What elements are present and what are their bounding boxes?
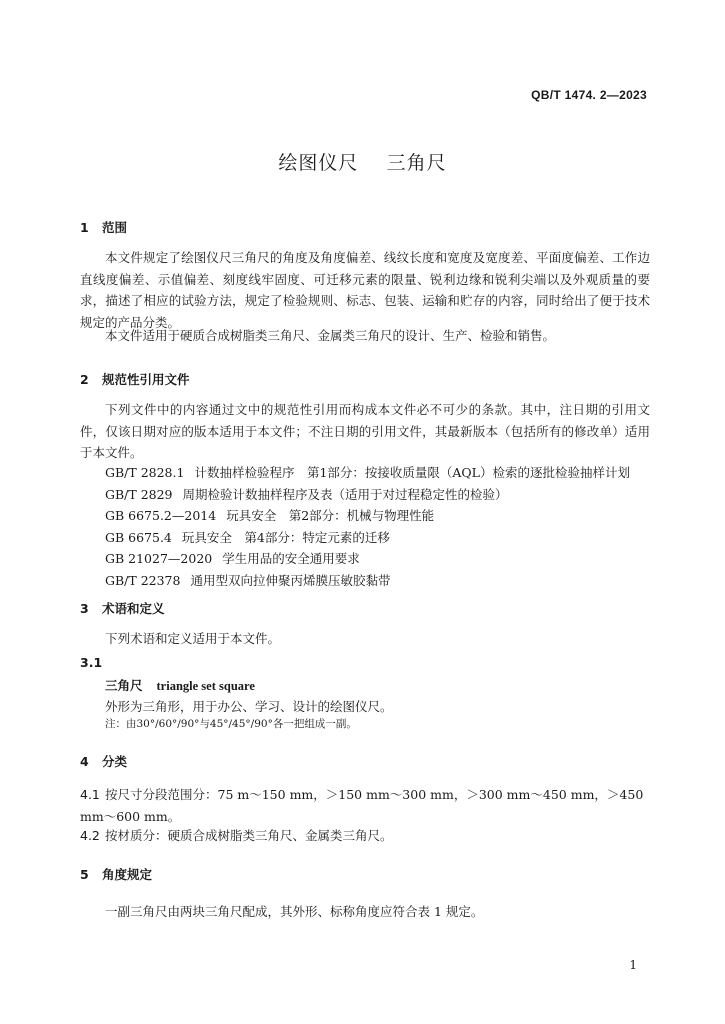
section-title: 分类 <box>102 754 128 769</box>
page-number: 1 <box>629 958 637 972</box>
clause-number: 4.2 <box>80 828 100 843</box>
document-title: 绘图仪尺 三角尺 <box>278 152 447 174</box>
term-heading <box>105 676 255 694</box>
term-definition: 外形为三角形，用于办公、学习、设计的绘图仪尺。 <box>105 699 393 714</box>
section-title: 规范性引用文件 <box>102 372 190 387</box>
reference-title: 周期检验计数抽样程序及表（适用于对过程稳定性的检验） <box>182 486 508 502</box>
reference-code: GB 6675.2—2014 <box>105 508 217 523</box>
reference-title: 玩具安全 第4部分：特定元素的迁移 <box>181 529 390 545</box>
reference-item <box>105 484 630 506</box>
term-note: 注：由30°/60°/90°与45°/45°/90°各一把组成一副。 <box>105 718 357 730</box>
reference-title: 玩具安全 第2部分：机械与物理性能 <box>226 508 435 523</box>
clause-number: 4.1 <box>80 787 100 802</box>
section-1-heading <box>80 218 127 236</box>
term-number: 3.1 <box>80 655 103 670</box>
section-2-heading <box>80 370 190 388</box>
section-number: 1 <box>80 220 89 235</box>
reference-item <box>105 570 630 592</box>
term-name: 三角尺 <box>105 678 143 693</box>
reference-item <box>105 548 630 570</box>
scope-paragraph-2: 本文件适用于硬质合成树脂类三角尺、金属类三角尺的设计、生产、检验和销售。 <box>105 328 556 343</box>
reference-code: GB/T 2829 <box>105 486 173 502</box>
reference-code: GB/T 22378 <box>105 572 181 588</box>
reference-title: 通用型双向拉伸聚丙烯膜压敏胶黏带 <box>190 572 391 588</box>
section-title: 术语和定义 <box>102 601 165 616</box>
document-code: QB/T 1474. 2—2023 <box>531 88 647 102</box>
reference-code: GB/T 2828.1 <box>105 465 185 480</box>
section-number: 4 <box>80 754 89 769</box>
normative-refs-intro: 下列文件中的内容通过文中的规范性引用而构成本文件必不可少的条款。其中，注日期的引用文件，仅该日期对应的版本适用于本文件；不注日期的引用文件，其最新版本（包括所有的修改单）适用于本文件。 <box>80 402 650 460</box>
reference-title: 学生用品的安全通用要求 <box>222 551 360 566</box>
reference-code: GB 21027—2020 <box>105 551 213 566</box>
section-number: 3 <box>80 601 89 616</box>
section-number: 5 <box>80 867 89 882</box>
clause-text: 按尺寸分段范围分：75 m～150 mm，＞150 mm～300 mm，＞300 mm～450 mm，＞450 mm～600 mm。 <box>80 787 644 824</box>
reference-code: GB 6675.4 <box>105 529 172 545</box>
scope-paragraph-1: 本文件规定了绘图仪尺三角尺的角度及角度偏差、线纹长度和宽度及宽度差、平面度偏差、工作边直线度偏差、示值偏差、刻度线牢固度、可迁移元素的限量、锐利边缘和锐利尖端以及外观质量的要求，描述了相应的试验方法，规定了检验规则、标志、包装、运输和贮存的内容，同时给出了便于技术规定的产品分类。 <box>80 250 650 330</box>
section-title: 范围 <box>102 220 128 235</box>
reference-list <box>105 462 630 591</box>
clause-text: 按材质分：硬质合成树脂类三角尺、金属类三角尺。 <box>105 828 393 843</box>
clause-4-1 <box>80 784 650 827</box>
section-5-heading <box>80 865 152 883</box>
section-title: 角度规定 <box>102 867 153 882</box>
terms-intro: 下列术语和定义适用于本文件。 <box>105 631 281 646</box>
reference-item <box>105 462 630 484</box>
reference-title: 计数抽样检验程序 第1部分：按接收质量限（AQL）检索的逐批检验抽样计划 <box>194 465 630 480</box>
section-3-heading <box>80 599 165 617</box>
reference-item <box>105 505 630 527</box>
term-english: triangle set square <box>156 679 255 693</box>
section-4-heading <box>80 752 127 770</box>
angle-paragraph: 一副三角尺由两块三角尺配成，其外形、标称角度应符合表 1 规定。 <box>105 904 484 919</box>
reference-item <box>105 527 630 549</box>
section-number: 2 <box>80 372 89 387</box>
clause-4-2 <box>80 825 650 847</box>
